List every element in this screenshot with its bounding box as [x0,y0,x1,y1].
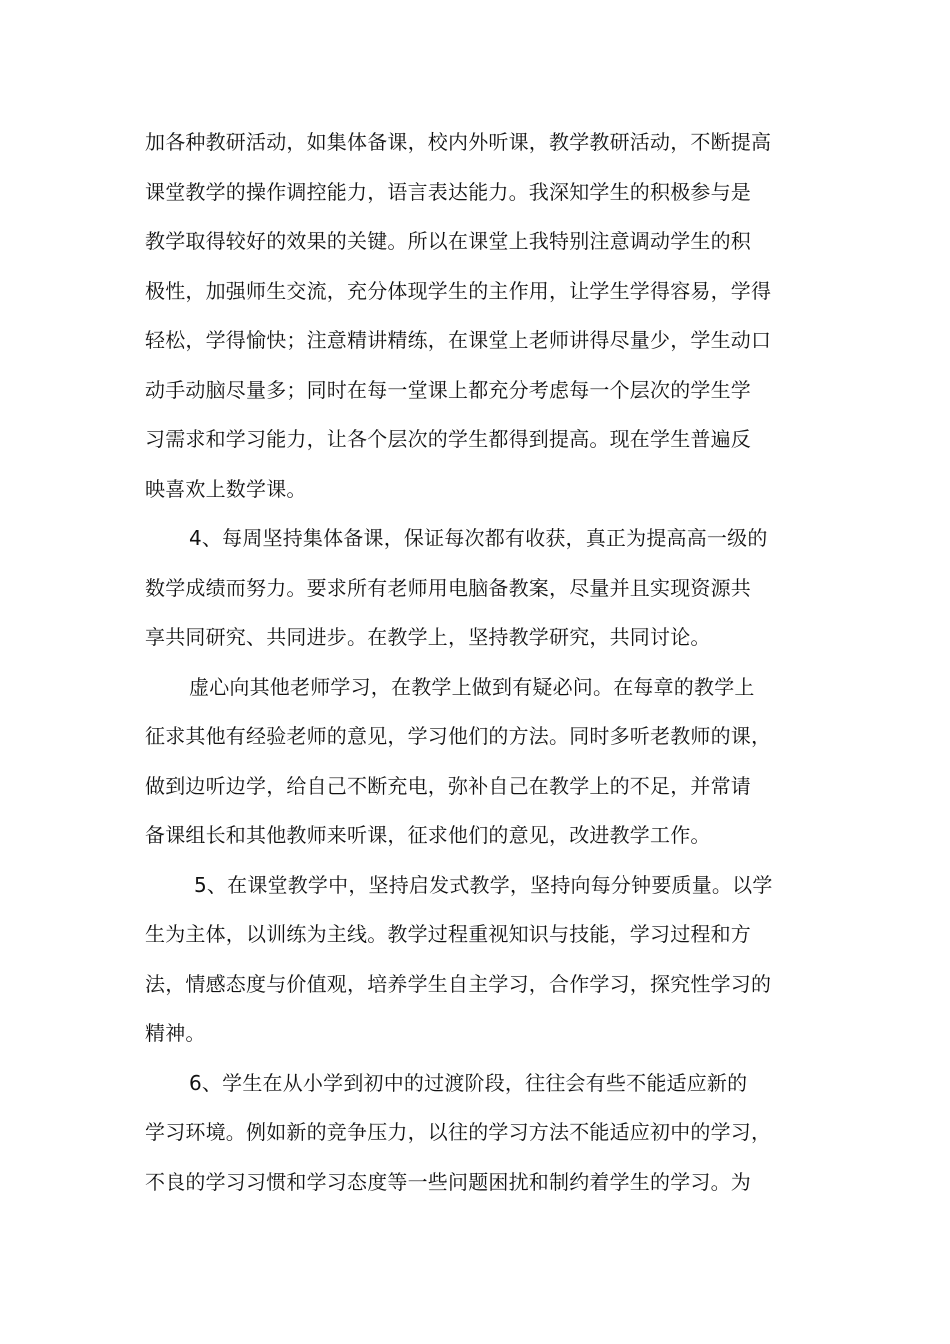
body-text [145,118,810,1207]
text-line: 动手动脑尽量多；同时在每一堂课上都充分考虑每一个层次的学生学 [145,377,751,402]
text-line: 映喜欢上数学课。 [145,476,307,501]
text-line: 习需求和学习能力，让各个层次的学生都得到提高。现在学生普遍反 [145,427,751,451]
text-line: 生为主体，以训练为主线。教学过程重视知识与技能，学习过程和方 [145,922,751,946]
text-line: 备课组长和其他教师来听课，征求他们的意见，改进教学工作。 [145,823,711,847]
paragraph-start-line: 5、在课堂教学中，坚持启发式教学，坚持向每分钟要质量。以学 [194,872,773,897]
paragraph-start-line: 4、每周坚持集体备课，保证每次都有收获，真正为提高高一级的 [189,526,768,550]
text-line: 加各种教研活动，如集体备课，校内外听课，教学教研活动，不断提高 [145,130,772,154]
text-line: 极性，加强师生交流，充分体现学生的主作用，让学生学得容易，学得 [145,278,772,303]
text-line: 做到边听边学，给自己不断充电，弥补自己在教学上的不足，并常请 [145,773,751,798]
text-line: 不良的学习习惯和学习态度等一些问题困扰和制约着学生的学习。为 [145,1169,751,1194]
text-line: 学习环境。例如新的竞争压力，以往的学习方法不能适应初中的学习， [145,1120,772,1144]
text-line: 课堂教学的操作调控能力，语言表达能力。我深知学生的积极参与是 [145,179,751,204]
paragraph-start-line: 6、学生在从小学到初中的过渡阶段，往往会有些不能适应新的 [189,1070,748,1095]
text-line: 征求其他有经验老师的意见，学习他们的方法。同时多听老教师的课， [145,724,772,748]
text-line: 轻松，学得愉快；注意精讲精练，在课堂上老师讲得尽量少，学生动口 [145,328,772,352]
paragraph-start-line: 虚心向其他老师学习，在教学上做到有疑必问。在每章的教学上 [189,674,755,699]
text-line: 数学成绩而努力。要求所有老师用电脑备教案，尽量并且实现资源共 [145,575,751,600]
text-line: 享共同研究、共同进步。在教学上，坚持教学研究，共同讨论。 [145,625,711,649]
text-line: 教学取得较好的效果的关键。所以在课堂上我特别注意调动学生的积 [145,229,751,253]
text-line: 法，情感态度与价值观，培养学生自主学习，合作学习，探究性学习的 [145,971,772,996]
text-line: 精神。 [145,1021,206,1045]
